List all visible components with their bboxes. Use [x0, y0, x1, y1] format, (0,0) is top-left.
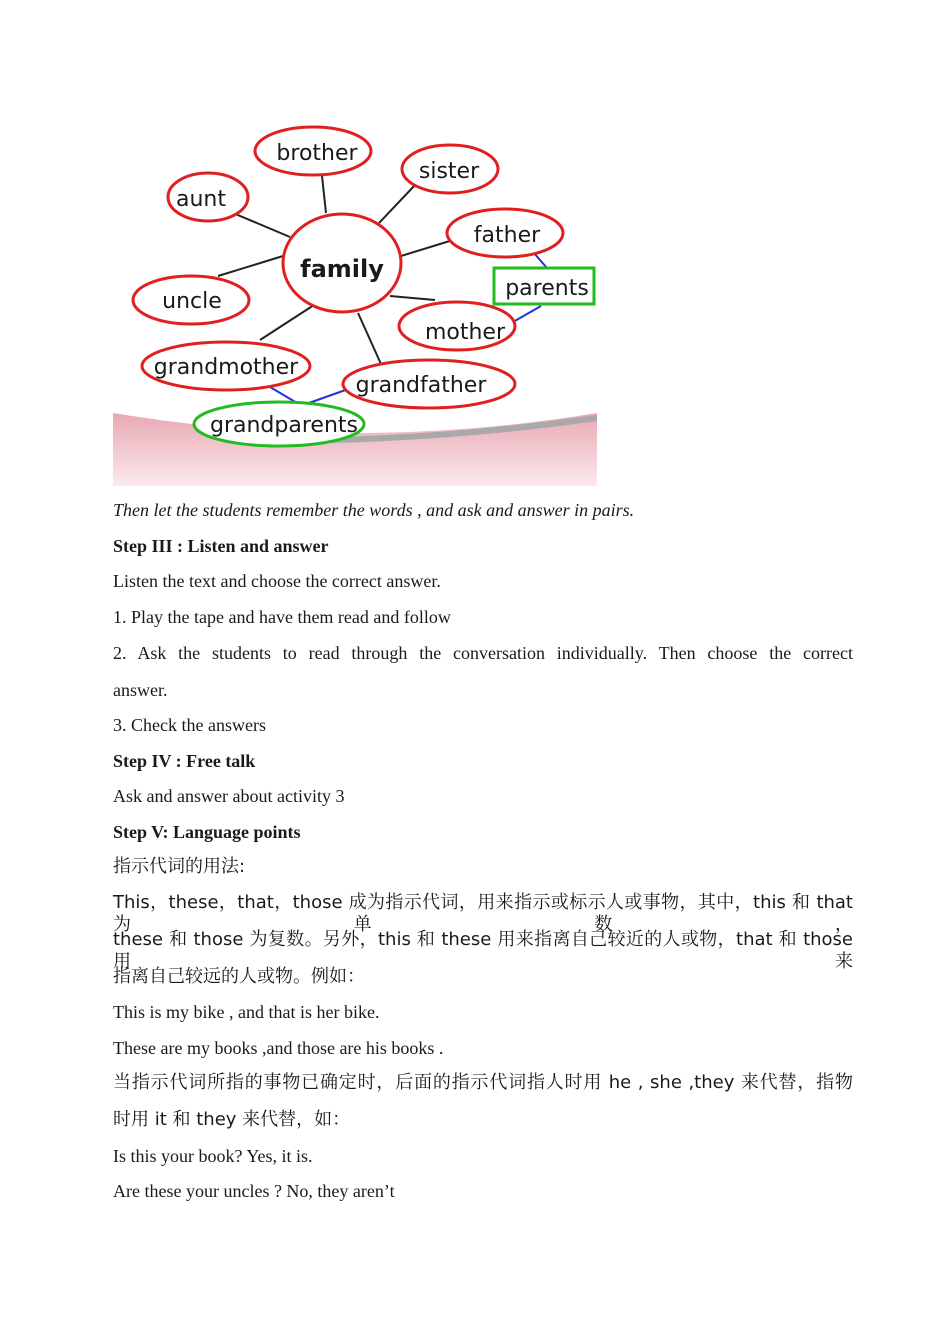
- step3-title: Step III : Listen and answer: [113, 536, 329, 556]
- label-aunt: aunt: [176, 187, 226, 212]
- example-1: This is my bike , and that is her bike.: [113, 1002, 380, 1022]
- step3-item-1: 1. Play the tape and have them read and follow: [113, 607, 451, 627]
- cn-heading: 指示代词的用法:: [113, 856, 246, 877]
- step3-item-3: 3. Check the answers: [113, 715, 266, 735]
- step5-title: Step V: Language points: [113, 822, 301, 842]
- step3-desc: Listen the text and choose the correct answer.: [113, 571, 441, 591]
- label-sister: sister: [418, 159, 480, 184]
- step3-item-2-cont: answer.: [113, 680, 168, 700]
- label-parents: parents: [505, 276, 589, 301]
- label-uncle: uncle: [162, 289, 222, 314]
- label-mother: mother: [424, 320, 506, 345]
- label-brother: brother: [276, 141, 358, 166]
- step3-item-2: 2. Ask the students to read through the conversation individually. Then choose the correct: [113, 643, 853, 663]
- cn-paragraph-2-line-2: 时用 it 和 they 来代替，如：: [113, 1109, 351, 1130]
- label-family: family: [300, 255, 384, 283]
- intro-line: Then let the students remember the words , and ask and answer in pairs.: [113, 500, 635, 520]
- step4-title: Step IV : Free talk: [113, 751, 256, 771]
- cn-paragraph-1-line-3: 指离自己较远的人或物。例如：: [113, 966, 365, 987]
- cn-paragraph-1-line-2: these 和 those 为复数。另外，this 和 these 用来指离自己较近的人或物，that 和 those 用来: [113, 929, 853, 972]
- cn-paragraph-2-line-1: 当指示代词所指的事物已确定时，后面的指示代词指人时用 he , she ,they 来代替，指物: [113, 1072, 853, 1093]
- word-map-svg: [113, 118, 597, 486]
- label-grandparents: grandparents: [210, 413, 358, 438]
- example-4: Are these your uncles ? No, they aren’t: [113, 1181, 395, 1201]
- label-grandmother: grandmother: [153, 355, 299, 380]
- step4-desc: Ask and answer about activity 3: [113, 786, 345, 806]
- example-3: Is this your book? Yes, it is.: [113, 1146, 313, 1166]
- cn-paragraph-1-line-1: This，these，that，those 成为指示代词，用来指示或标示人或事物，其中，this 和 that 为单数，: [113, 892, 853, 935]
- label-grandfather: grandfather: [355, 373, 487, 398]
- label-father: father: [473, 223, 541, 248]
- example-2: These are my books ,and those are his books .: [113, 1038, 444, 1058]
- family-word-map: [113, 118, 597, 486]
